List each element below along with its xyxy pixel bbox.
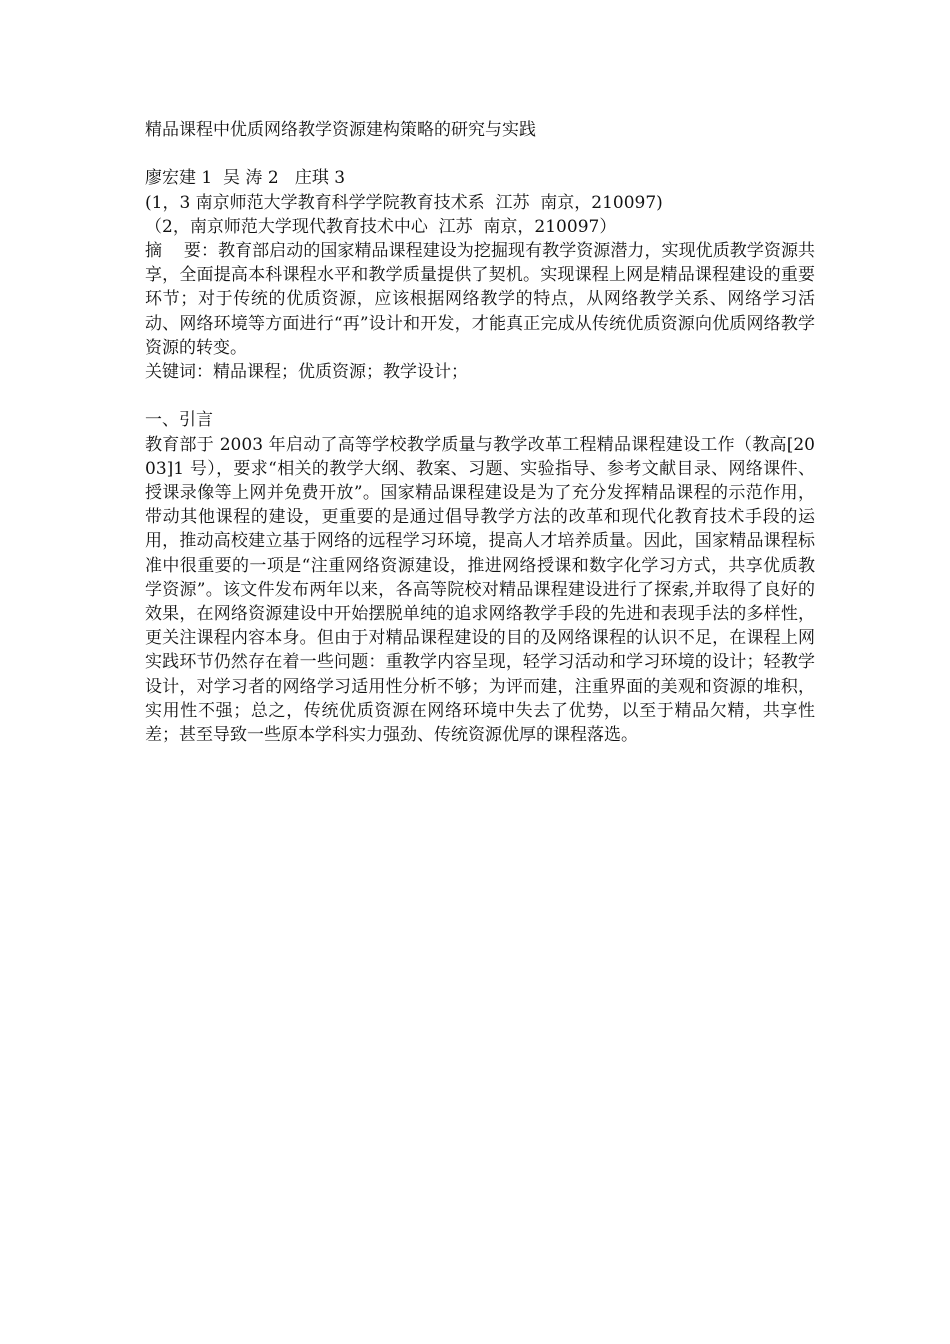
keywords-label: 关键词： [145, 361, 213, 382]
keywords-text: 精品课程；优质资源；教学设计； [213, 361, 468, 382]
abstract-text: 教育部启动的国家精品课程建设为挖掘现有教学资源潜力，实现优质教学资源共享，全面提高本科课程水平和教学质量提供了契机。实现课程上网是精品课程建设的重要环节；对于传统的优质资源，应该根据网络教学的特点，从网络教学关系、网络学习活动、网络环境等方面进行“再”设计和开发，才能真正完成从传统优质资源向优质网络教学资源的转变。 [145, 240, 815, 358]
section-heading: 一、引言 [145, 410, 213, 431]
spacer [145, 384, 815, 408]
document-title: 精品课程中优质网络教学资源建构策略的研究与实践 [145, 120, 536, 140]
document-body [145, 118, 815, 747]
abstract-label: 摘 要： [145, 240, 219, 261]
author-line: 廖宏建 1 吴 涛 2 庄琪 3 [145, 168, 346, 189]
affiliation-2: （2，南京师范大学现代教育技术中心 江苏 南京，210097） [145, 216, 617, 237]
affiliation-1: (1，3 南京师范大学教育科学学院教育技术系 江苏 南京，210097) [145, 192, 663, 213]
spacer [145, 142, 815, 166]
keywords-line [145, 360, 815, 384]
section-paragraph: 教育部于 2003 年启动了高等学校教学质量与教学改革工程精品课程建设工作（教高[2003]1 号），要求“相关的教学大纲、教案、习题、实验指导、参考文献目录、网络课件、授课录像等上网并免费开放”。国家精品课程建设是为了充分发挥精品课程的示范作用，带动其他课程的建设，更重要的是通过倡导教学方法的改革和现代化教育技术手段的运用，推动高校建立基于网络的远程学习环境，提高人才培养质量。因此，国家精品课程标准中很重要的一项是“注重网络资源建设，推进网络授课和数字化学习方式，共享优质教学资源”。该文件发布两年以来，各高等院校对精品课程建设进行了探索,并取得了良好的效果，在网络资源建设中开始摆脱单纯的追求网络教学手段的先进和表现手法的多样性，更关注课程内容本身。但由于对精品课程建设的目的及网络课程的认识不足，在课程上网实践环节仍然存在着一些问题：重教学内容呈现，轻学习活动和学习环境的设计；轻教学设计，对学习者的网络学习适用性分析不够；为评而建，注重界面的美观和资源的堆积，实用性不强；总之，传统优质资源在网络环境中失去了优势，以至于精品欠精，共享性差；甚至导致一些原本学科实力强劲、传统资源优厚的课程落选。 [145, 434, 815, 745]
abstract-paragraph [145, 239, 815, 360]
